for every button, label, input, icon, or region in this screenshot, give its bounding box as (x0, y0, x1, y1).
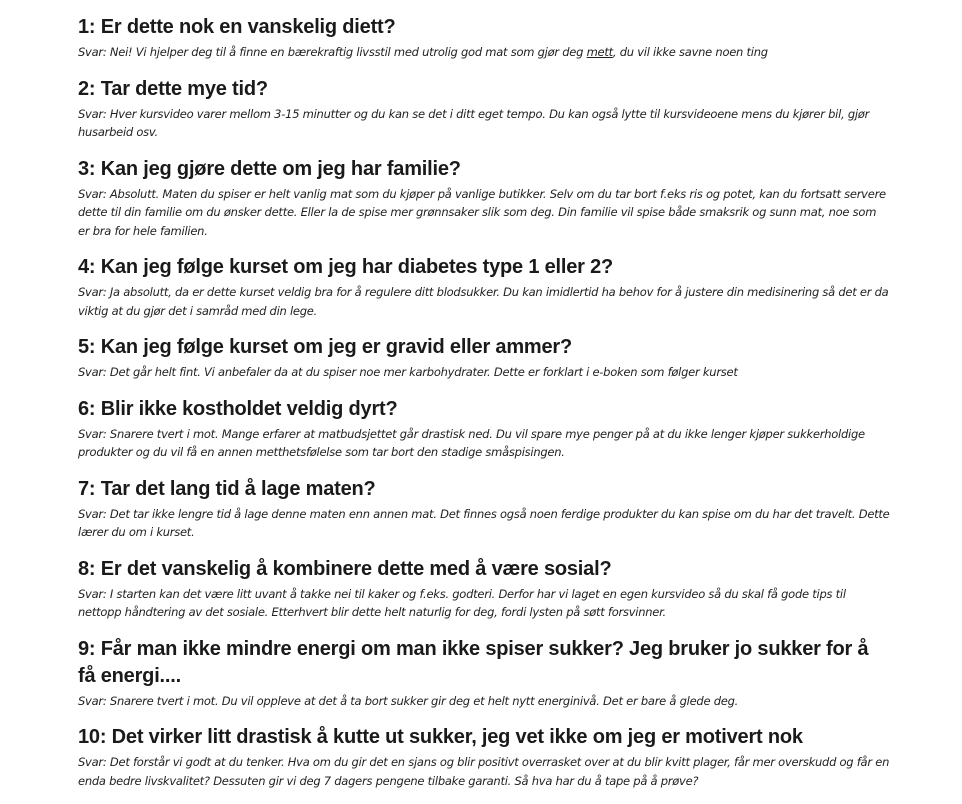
faq-item-6 (78, 396, 890, 462)
faq-question: 2: Tar dette mye tid? (78, 77, 268, 100)
faq-answer: Svar: Snarere tvert i mot. Mange erfarer at matbudsjettet går drastisk ned. Du vil spare mye penger på at du ikke lenger kjøper sukkerholdige produkter og du vil få en annen metthetsfølelse som tar bort den stadige småspisingen. (78, 426, 865, 459)
faq-item-9 (78, 636, 890, 711)
faq-answer: Svar: Det forstår vi godt at du tenker. Hva om du gir det en sjans og blir positivt overrasket over at du blir kvitt plager, får mer overskudd og får en enda bedre livskvalitet? Dessuten gir vi deg 7 dagers pengene tilbake garanti. Så hva har du å tape på å prøve? (78, 755, 890, 788)
faq-answer: Svar: Snarere tvert i mot. Du vil oppleve at det å ta bort sukker gir deg et helt nytt energinivå. Det er bare å glede deg. (78, 693, 739, 708)
faq-item-4 (78, 254, 890, 320)
faq-answer: Svar: Det tar ikke lengre tid å lage denne maten enn annen mat. Det finnes også noen ferdige produkter du kan spise om du har det travelt. Dette lærer du om i kurset. (78, 506, 890, 539)
faq-item-1 (78, 14, 890, 62)
faq-question: 1: Er dette nok en vanskelig diett? (78, 16, 396, 38)
faq-item-8 (78, 556, 890, 622)
faq-item-5 (78, 334, 890, 382)
faq-answer: Svar: Absolutt. Maten du spiser er helt vanlig mat som du kjøper på vanlige butikker. Selv om du tar bort f.eks ris og potet, kan du fortsatt servere dette til din familie om du ønsker dette. Eller la de spise mer grønnsaker slik som deg. Din familie vil spise både smaksrik og sunn mat, noe som er bra for hele familien. (78, 186, 886, 238)
faq-answer (78, 43, 890, 62)
faq-question: 8: Er det vanskelig å kombinere dette med å være sosial? (78, 557, 612, 580)
faq-question: 7: Tar det lang tid å lage maten? (78, 477, 376, 500)
faq-answer-text-end: , du vil ikke savne noen ting (612, 45, 768, 59)
underlined-word: mett (586, 45, 613, 59)
faq-question: 9: Får man ikke mindre energi om man ikke spiser sukker? Jeg bruker jo sukker for å få energi.... (78, 637, 869, 687)
faq-answer-text: Svar: Nei! Vi hjelper deg til å finne en bærekraftig livsstil med utrolig god mat som gjør deg (78, 45, 587, 59)
faq-question: 6: Blir ikke kostholdet veldig dyrt? (78, 397, 398, 420)
faq-item-2 (78, 76, 890, 142)
faq-answer: Svar: I starten kan det være litt uvant å takke nei til kaker og f.eks. godteri. Derfor har vi laget en egen kursvideo så du skal få gode tips til nettopp håndtering av det sosiale. Etterhvert blir dette helt naturlig for deg, fordi lysten på søtt forsvinner. (78, 586, 846, 619)
faq-item-7 (78, 476, 890, 542)
faq-item-3 (78, 156, 890, 241)
faq-answer: Svar: Ja absolutt, da er dette kurset veldig bra for å regulere ditt blodsukker. Du kan imidlertid ha behov for å justere din medisinering så det er da viktig at du gjør det i samråd med din lege. (78, 285, 889, 318)
faq-question: 3: Kan jeg gjøre dette om jeg har familie? (78, 157, 461, 180)
faq-answer: Svar: Hver kursvideo varer mellom 3-15 minutter og du kan se det i ditt eget tempo. Du kan også lytte til kursvideoene mens du kjører bil, gjør husarbeid osv. (78, 106, 870, 139)
faq-question: 10: Det virker litt drastisk å kutte ut sukker, jeg vet ikke om jeg er motivert nok (78, 726, 803, 748)
faq-question: 5: Kan jeg følge kurset om jeg er gravid eller ammer? (78, 336, 573, 358)
faq-question: 4: Kan jeg følge kurset om jeg har diabetes type 1 eller 2? (78, 256, 614, 278)
faq-list (78, 14, 890, 804)
faq-answer: Svar: Det går helt fint. Vi anbefaler da at du spiser noe mer karbohydrater. Dette er forklart i e-boken som følger kurset (78, 365, 738, 379)
faq-item-10 (78, 724, 890, 790)
